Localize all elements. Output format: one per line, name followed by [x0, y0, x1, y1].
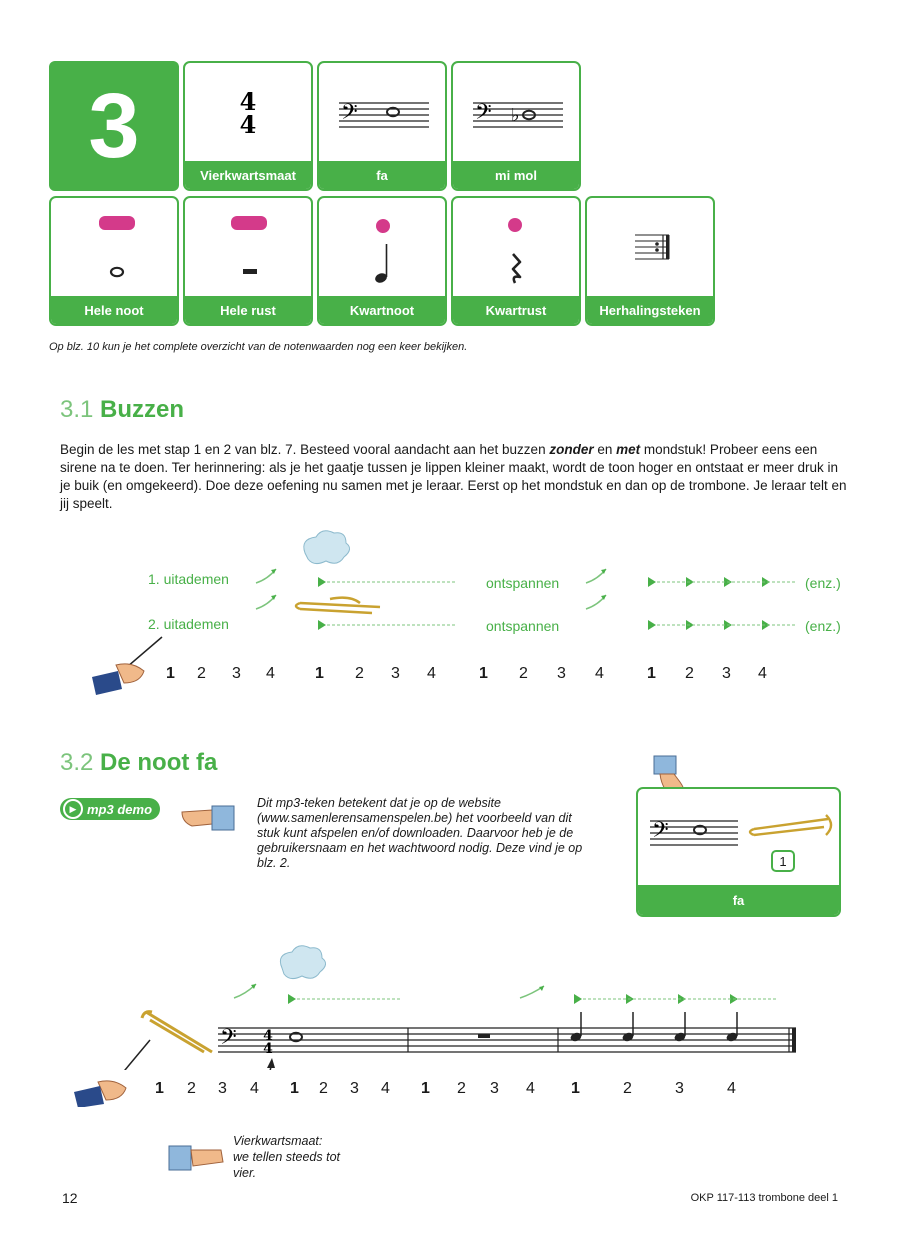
card-label: Hele rust: [185, 296, 311, 324]
position-badge: 1: [771, 850, 795, 872]
svg-text:𝄢: 𝄢: [652, 818, 669, 848]
count-row-1: 1 2 3 4 1 2 3 4 1 2 3 4 1 2 3 4: [166, 665, 767, 682]
overview-caption: Op blz. 10 kun je het complete overzicht van de notenwaarden nog een keer bekijken.: [49, 341, 468, 353]
card-quarter-rest: [451, 196, 581, 326]
book-reference: OKP 117-113 trombone deel 1: [690, 1192, 838, 1204]
trombone-icon: [142, 1012, 212, 1052]
page-number: 12: [62, 1190, 78, 1206]
row2-relax: ontspannen: [486, 618, 560, 634]
mp3-explanation: Dit mp3-teken betekent dat je op de website (www.samenlerensamenspelen.be) het voorbeeld van dit stuk kunt afspelen en/of downloaden. Daarvoor heb je de gebruikersnaam en het wachtwoord nodig. Deze vind je op blz. 2.: [257, 796, 583, 870]
card-whole-rest: [183, 196, 313, 326]
mp3-demo-button[interactable]: ▶ mp3 demo: [60, 798, 160, 820]
count-row-2: 1 2 3 4 1 2 3 4 1 2 3 4 1 2 3 4: [155, 1080, 736, 1097]
section-3-1-intro: Begin de les met stap 1 en 2 van blz. 7. Besteed vooral aandacht aan het buzzen zonder en met mondstuk! Probeer eens een sirene na te doen. Ter herinnering: als je het gaatje tussen je lippen kleiner maakt, wordt de toon hoger en ontstaat er meer druk in je buik (en omgekeerd). Doe deze oefening nu samen met je leraar. Eerst op het mondstuk en dan op de trombone. Je leraar telt en jij speelt.: [60, 442, 847, 511]
svg-text:♭: ♭: [511, 105, 520, 126]
whole-rest-symbol: [185, 198, 313, 298]
pointing-hand-icon-2: [165, 1140, 227, 1174]
row2-label: 2. uitademen: [148, 616, 229, 632]
card-label: Herhalingsteken: [587, 296, 713, 324]
card-label: Kwartrust: [453, 296, 579, 324]
fa-note-and-trombone: [638, 789, 841, 889]
whole-note-symbol: [51, 198, 179, 298]
fa-exercise-score: [0, 940, 900, 1070]
card-whole-note: [49, 196, 179, 326]
mi-mol-note-staff: [453, 63, 581, 163]
svg-text:4: 4: [239, 110, 257, 139]
quarter-rest-symbol: [453, 198, 581, 298]
svg-text:4: 4: [263, 1041, 273, 1057]
row1-etc: (enz.): [805, 575, 841, 591]
time-signature-symbol: [185, 63, 313, 163]
section-3-1-heading: 3.1 Buzzen: [60, 396, 185, 423]
section-3-2-heading: 3.2 De noot fa: [60, 749, 218, 776]
card-time-signature: [183, 61, 313, 191]
svg-text:4: 4: [263, 1028, 273, 1044]
repeat-sign-symbol: [587, 198, 715, 298]
card-label: mi mol: [453, 161, 579, 189]
svg-text:4: 4: [239, 87, 257, 116]
lesson-number: 3: [49, 61, 179, 191]
conductor-hand-icon-2: [68, 1062, 138, 1107]
time-signature-note: Vierkwartsmaat: we tellen steeds tot vier.: [233, 1134, 341, 1180]
card-label: Vierkwartsmaat: [185, 161, 311, 189]
fa-card-label: fa: [638, 885, 839, 915]
card-fa: [317, 61, 447, 191]
row1-label: 1. uitademen: [148, 571, 229, 587]
card-quarter-note: [317, 196, 447, 326]
fa-note-card: [636, 787, 841, 917]
row2-etc: (enz.): [805, 618, 841, 634]
trombone-icon: [296, 598, 380, 613]
svg-text:𝄢: 𝄢: [475, 100, 492, 130]
svg-text:𝄢: 𝄢: [341, 100, 358, 130]
svg-text:𝄢: 𝄢: [220, 1025, 237, 1055]
card-label: Kwartnoot: [319, 296, 445, 324]
row1-relax: ontspannen: [486, 575, 560, 591]
pointing-hand-icon: [178, 800, 238, 834]
card-label: Hele noot: [51, 296, 177, 324]
card-label: fa: [319, 161, 445, 189]
quarter-note-symbol: [319, 198, 447, 298]
air-puff-icon: [304, 531, 350, 564]
card-repeat-sign: [585, 196, 715, 326]
play-icon: ▶: [63, 799, 83, 819]
card-mi-mol: [451, 61, 581, 191]
fa-note-staff: [319, 63, 447, 163]
air-puff-icon: [280, 946, 325, 979]
